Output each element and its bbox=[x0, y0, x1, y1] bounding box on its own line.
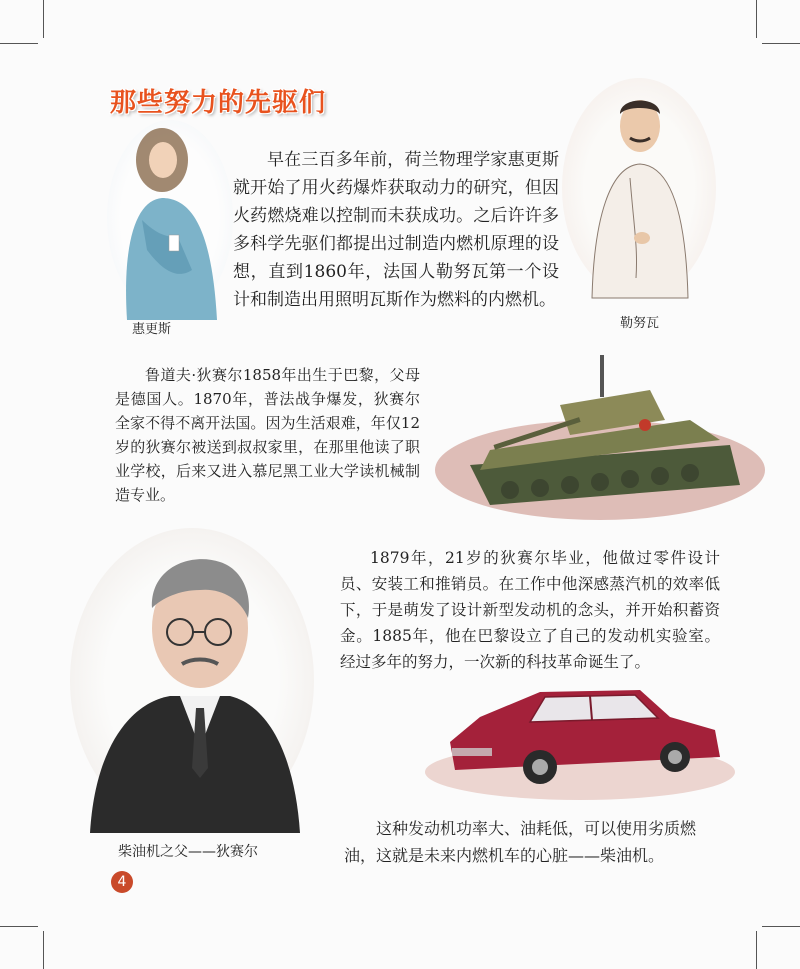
tank-illustration bbox=[430, 345, 760, 525]
crop-mark bbox=[43, 0, 44, 38]
crop-mark bbox=[756, 0, 757, 38]
crop-mark bbox=[0, 43, 38, 44]
paragraph-diesel-career: 1879年，21岁的狄赛尔毕业，他做过零件设计员、安装工和推销员。在工作中他深感蒸汽机的效率低下，于是萌发了设计新型发动机的念头，并开始积蓄资金。1885年，他在巴黎设立了自己的发动机实验室。经过多年的努力，一次新的科技革命诞生了。 bbox=[340, 549, 720, 671]
caption-lenoir: 勒努瓦 bbox=[620, 316, 660, 331]
paragraph-diesel-engine: 这种发动机功率大、油耗低，可以使用劣质燃油，这就是未来内燃机车的心脏——柴油机。 bbox=[344, 819, 697, 865]
crop-mark bbox=[762, 43, 800, 44]
crop-mark bbox=[43, 931, 44, 969]
crop-mark bbox=[762, 926, 800, 927]
lenoir-portrait bbox=[562, 78, 716, 298]
paragraph-huygens: 早在三百多年前，荷兰物理学家惠更斯就开始了用火药爆炸获取动力的研究，但因火药燃烧难以控制而未获成功。之后许许多多科学先驱们都提出过制造内燃机原理的设想，直到1860年，法国人勒努瓦第一个设计和制造出用照明瓦斯作为燃料的内燃机。 bbox=[233, 150, 559, 310]
page-number-badge: 4 bbox=[111, 871, 133, 893]
diesel-portrait bbox=[70, 528, 314, 833]
paragraph-diesel-early-life: 鲁道夫·狄赛尔1858年出生于巴黎，父母是德国人。1870年，普法战争爆发，狄赛尔全家不得不离开法国。因为生活艰难，年仅12岁的狄赛尔被送到叔叔家里，在那里他读了职业学校，后来又进入慕尼黑工业大学读机械制造专业。 bbox=[115, 366, 420, 504]
crop-mark bbox=[0, 926, 38, 927]
caption-huygens: 惠更斯 bbox=[132, 322, 172, 337]
crop-mark bbox=[756, 931, 757, 969]
huygens-portrait bbox=[107, 120, 233, 316]
car-illustration bbox=[420, 662, 740, 802]
caption-diesel: 柴油机之父——狄赛尔 bbox=[118, 844, 258, 860]
page-title: 那些努力的先驱们 bbox=[110, 88, 327, 118]
